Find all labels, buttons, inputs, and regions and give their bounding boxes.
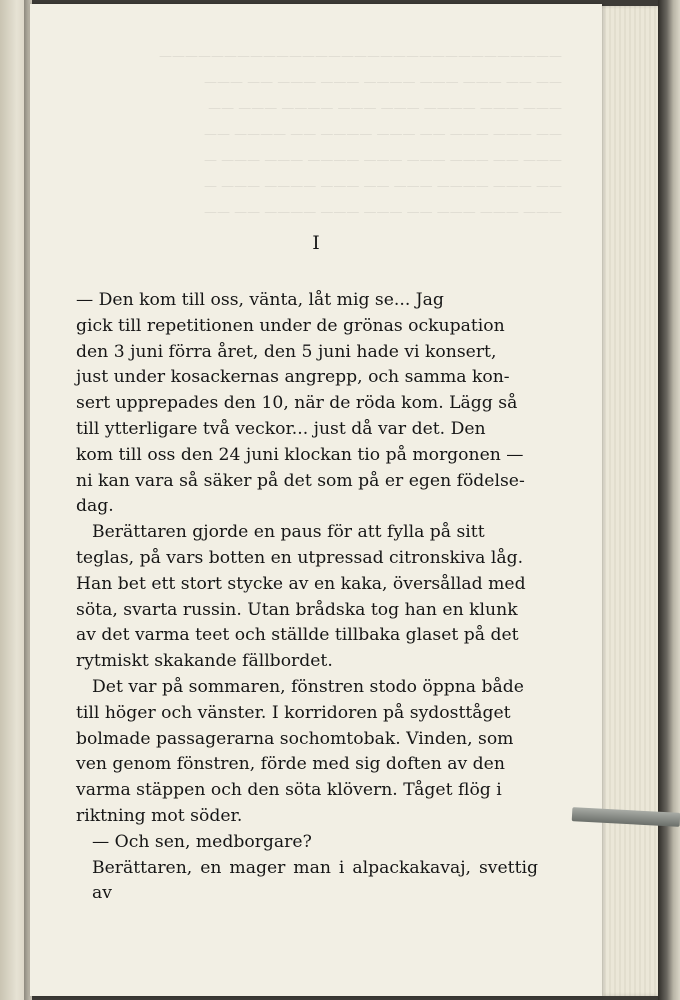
page-stack-edge (596, 6, 666, 996)
text-line: söta, svarta russin. Utan brådska tog han en klunk (76, 599, 518, 620)
text-line: Det var på sommaren, fönstren stodo öppna både (92, 676, 524, 697)
paragraph-4 (76, 830, 538, 856)
paragraph-2 (76, 520, 538, 675)
paragraph-5 (76, 856, 538, 908)
text-line: ven genom fönstren, förde med sig doften av den (76, 754, 505, 775)
text-line: till ytterligare två veckor... just då var det. Den (76, 418, 486, 439)
text-line: ni kan vara så säker på det som på er egen födelse- (76, 470, 525, 491)
paragraph-1 (76, 288, 538, 520)
text-line: Han bet ett stort stycke av en kaka, översållad med (76, 573, 526, 594)
chapter-heading: I (312, 232, 320, 254)
text-line: — Den kom till oss, vänta, låt mig se... Jag (76, 290, 444, 310)
text-line: sert upprepades den 10, när de röda kom. Lägg så (76, 393, 518, 414)
text-line: gick till repetitionen under de grönas ockupation (76, 315, 505, 336)
text-line: till höger och vänster. I korridoren på sydosttåget (76, 702, 511, 723)
paragraph-3 (76, 675, 538, 830)
text-line: kom till oss den 24 juni klockan tio på morgonen — (76, 444, 524, 465)
show-through-text: ——————————————————————————————— —— —— ——— ——— ———— ——— ——— —— ——— ——— ——— ———— ——— ——— ———— ——— —— —— ——— ——— —— ——— ———— —— ———— —— ——— —— ——— ——— ——— ———— ——— ——— — —— ——— ———— ——— —— ——— ———— ——— — ——— ——— ——— —— ——— ——— ———— —— —— (159, 49, 562, 220)
text-line: bolmade passagerarna sochomtobak. Vinden, som (76, 728, 514, 749)
text-line: varma stäppen och den söta klövern. Tåget flög i (76, 780, 502, 801)
text-line: den 3 juni förra året, den 5 juni hade vi konsert, (76, 341, 497, 362)
text-line: just under kosackernas angrepp, och samma kon- (76, 367, 510, 388)
scan-background-right (658, 0, 680, 1000)
text-line: dag. (76, 496, 114, 517)
text-line: teglas, på vars botten en utpressad citronskiva låg. (76, 547, 524, 568)
text-line: Berättaren, en mager man i alpackakavaj, svettig av (92, 857, 538, 904)
text-line: riktning mot söder. (76, 805, 243, 826)
text-line: — Och sen, medborgare? (92, 831, 312, 852)
text-line: rytmiskt skakande fällbordet. (76, 651, 333, 672)
book-page (30, 4, 602, 996)
text-line: av det varma teet och ställde tillbaka glaset på det (76, 625, 519, 646)
body-text (76, 288, 538, 907)
text-line: Berättaren gjorde en paus för att fylla på sitt (92, 522, 485, 543)
